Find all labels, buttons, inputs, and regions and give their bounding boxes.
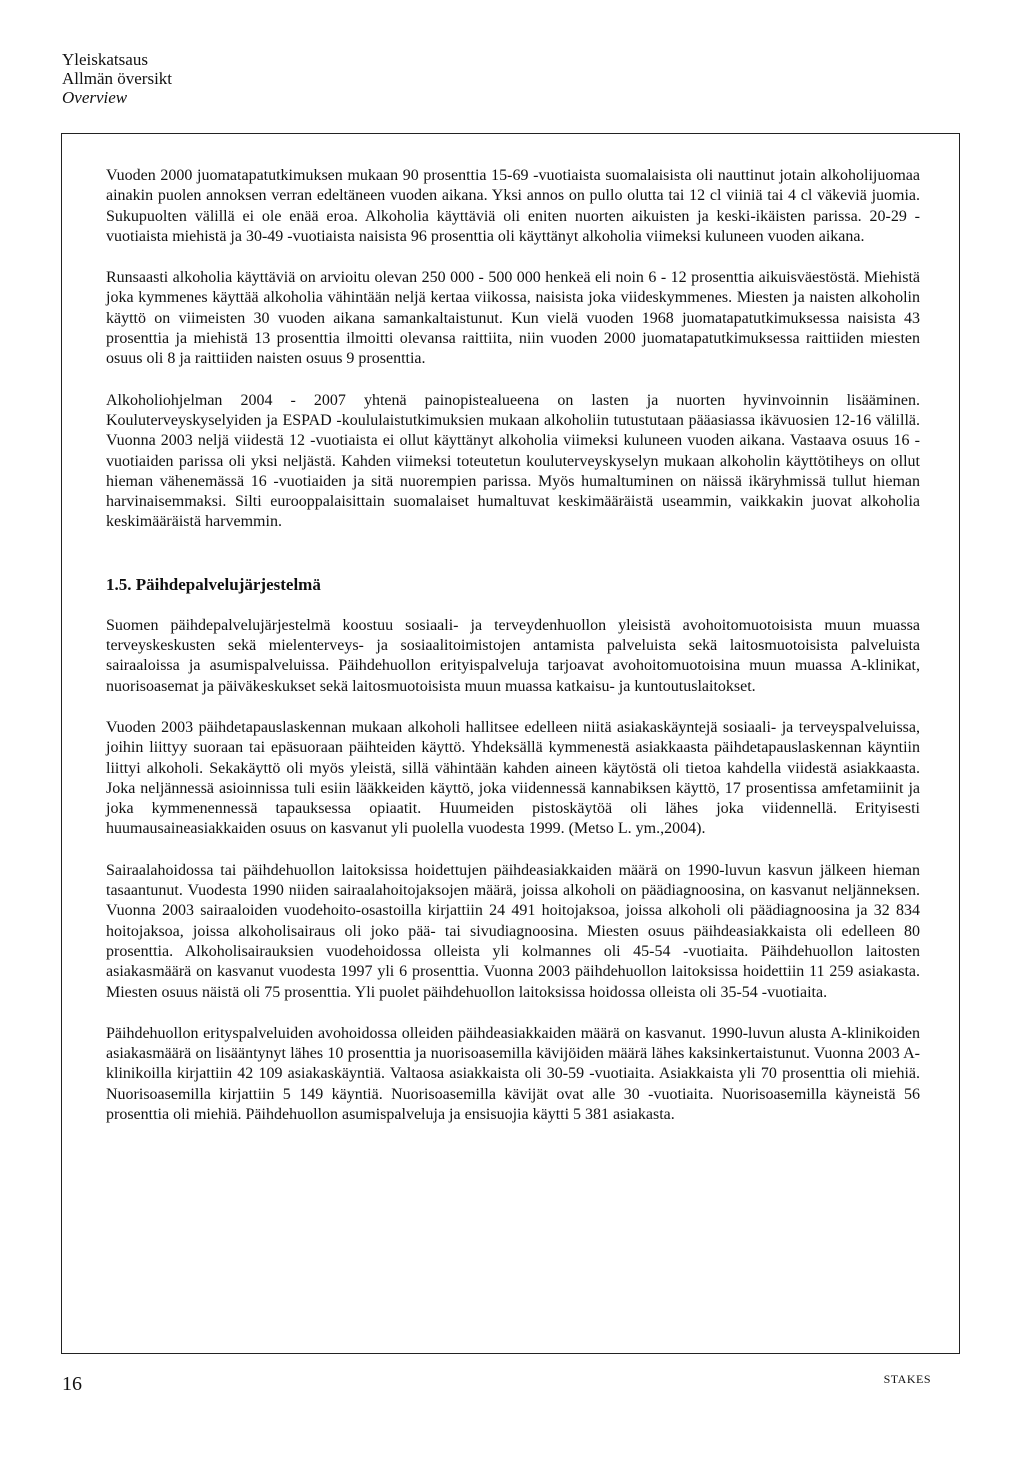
header-swedish: Allmän översikt <box>62 69 173 88</box>
paragraph: Runsaasti alkoholia käyttäviä on arvioitu olevan 250 000 - 500 000 henkeä eli noin 6 - 12 prosenttia aikuisväestöstä. Miehistä joka kymmenes käyttää alkoholia vähintään neljä kertaa viikossa, naisista joka viideskymmenes. Miesten ja naisten alkoholin käyttö on viimeisten 30 vuoden aikana samankaltaistunut. Kun vielä vuoden 1968 juomatapatutkimuksessa naisista 43 prosenttia ja miehistä 13 prosenttia ilmoitti olevansa raittiita, niin vuoden 2000 juomatapatutkimuksessa raittiiden miesten osuus oli 8 ja raittiiden naisten osuus 9 prosenttia. <box>106 269 920 368</box>
paragraph: Päihdehuollon erityspalveluiden avohoidossa olleiden päihdeasiakkaiden määrä on kasvanut. 1990-luvun alusta A-klinikoiden asiakasmäärä on lisääntynyt lähes 10 prosenttia ja nuorisoasemilla kävijöiden määrä lähes kaksinkertaistunut. Vuonna 2003 A-klinikoilla kirjattiin 42 109 asiakaskäyntiä. Valtaosa asiakkaista oli 30-59 -vuotiaita. Asiakkaista yli 70 prosenttia oli miehiä. Nuorisoasemilla kirjattiin 5 149 käyntiä. Nuorisoasemilla kävijät ovat alle 30 -vuotiaita. Nuorisoasemilla käyneistä 56 prosenttia oli miehiä. Päihdehuollon asumispalveluja ja ensisuojia käytti 5 381 asiakasta. <box>106 1024 920 1123</box>
paragraph: Vuoden 2000 juomatapatutkimuksen mukaan 90 prosenttia 15-69 -vuotiaista suomalaisista oli nauttinut jotain alkoholijuomaa ainakin puolen annoksen verran edeltäneen vuoden aikana. Yksi annos on pullo olutta tai 12 cl viiniä tai 4 cl väkeviä juomia. Sukupuolten välillä ei ole enää eroa. Alkoholia käyttäviä oli eniten nuorten aikuisten ja keski-ikäisten parissa. 20-29 -vuotiaista miehistä ja 30-49 -vuotiaista naisista 96 prosenttia oli käyttänyt alkoholia viimeksi kuluneen vuoden aikana. <box>106 167 920 245</box>
header-english: Overview <box>62 88 128 107</box>
running-header <box>62 50 172 107</box>
paragraph: Sairaalahoidossa tai päihdehuollon laitoksissa hoidettujen päihdeasiakkaiden määrä on 1990-luvun kasvun jälkeen hieman tasaantunut. Vuodesta 1990 niiden sairaalahoitojaksojen määrä, joissa alkoholi on päädiagnoosina, on kasvanut neljänneksen. Vuonna 2003 sairaaloiden vuodehoito-osastoilla kirjattiin 24 491 hoitojaksoa, joissa alkoholi oli päädiagnoosina ja 32 834 hoitojaksoa, joissa alkoholisairaus oli joko pää- tai sivudiagnoosina. Miesten osuus päihdeasiakkaista oli edelleen 80 prosenttia. Alkoholisairauksien vuodehoidossa olleista yli kolmannes oli 45-54 -vuotiaita. Päihdehuollon laitosten asiakasmäärä on kasvanut vuodesta 1997 yli 6 prosenttia. Vuonna 2003 päihdehuollon laitoksissa hoidettiin 11 259 asiakasta. Miesten osuus näistä oli 75 prosenttia. Yli puolet päihdehuollon laitoksissa hoidossa olleista oli 35-54 -vuotiaita. <box>106 861 920 1001</box>
header-finnish: Yleiskatsaus <box>62 50 148 69</box>
publisher-name: STAKES <box>883 1372 931 1386</box>
paragraph: Alkoholiohjelman 2004 - 2007 yhtenä painopistealueena on lasten ja nuorten hyvinvoinnin lisääminen. Kouluterveyskyselyiden ja ESPAD -koululaistutkimuksien mukaan alkoholiin tutustutaan pääasiassa ikävuosien 12-16 välillä. Vuonna 2003 neljä viidestä 12 -vuotiaista ei ollut käyttänyt alkoholia viimeksi kuluneen vuoden aikana. Vastaava osuus 16 -vuotiaiden parissa oli yksi neljästä. Kahden viimeksi toteutetun kouluterveyskyselyn mukaan alkoholin käyttötiheys on ollut hieman vähenemässä 16 -vuotiaiden ja sitä nuorempien parissa. Myös humaltuminen on näissä ikäryhmissä tullut hieman harvinaisemmaksi. Silti eurooppalaisittain suomalaiset humaltuvat keskimääräistä useammin, vaikkakin juovat alkoholia keskimääräistä harvemmin. <box>106 391 920 531</box>
page-number: 16 <box>62 1373 82 1395</box>
body-text <box>106 166 920 1146</box>
paragraph: Suomen päihdepalvelujärjestelmä koostuu sosiaali- ja terveydenhuollon yleisistä avohoitomuotoisista muun muassa terveyskeskusten sekä mielenterveys- ja sosiaalitoimistojen antamista palveluista sekä laitosmuotoisista palveluista sairaaloissa ja asumispalveluissa. Päihdehuollon erityispalveluja tarjoavat avohoitomuotoisina muun muassa A-klinikat, nuorisoasemat ja päiväkeskukset sekä laitosmuotoisista muun muassa katkaisu- ja kuntoutuslaitokset. <box>106 616 920 695</box>
paragraph: Vuoden 2003 päihdetapauslaskennan mukaan alkoholi hallitsee edelleen niitä asiakaskäyntejä sosiaali- ja terveyspalveluissa, joihin liittyy suoraan tai epäsuoraan päihteiden käyttö. Yhdeksällä kymmenestä asiakkaasta päihdetapauslaskennan käyntiin liittyi alkoholi. Sekakäyttö oli myös yleistä, sillä vähintään kahden aineen käytöstä oli tietoa kahdella viidestä asiakkaasta. Joka neljännessä asioinnissa tuli esiin lääkkeiden käyttö, joka viidennessä kannabiksen käyttö, 17 prosentissa amfetamiinit ja joka kymmenennessä tapauksessa opiaatit. Huumeiden pistoskäytöä oli lähes joka viidennellä. Erityisesti huumausaineasiakkaiden osuus on kasvanut yli puolella vuodesta 1999. (Metso L. ym.,2004). <box>106 718 920 838</box>
section-heading: 1.5. Päihdepalvelujärjestelmä <box>106 574 321 594</box>
